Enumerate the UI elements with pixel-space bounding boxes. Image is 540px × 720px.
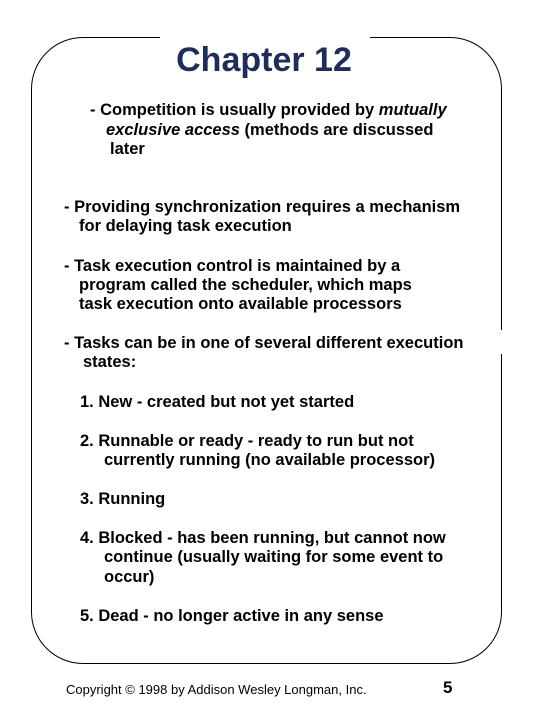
para3-line1: - Task execution control is maintained by a [64, 257, 401, 275]
para1-line3: later [110, 140, 145, 158]
para1-line1-text: - Competition is usually provided by [90, 101, 379, 119]
para2-line1: - Providing synchronization requires a mechanism [64, 198, 461, 216]
para1-line2 [106, 120, 433, 140]
para4-line2: states: [83, 353, 137, 371]
para1-line1 [90, 100, 447, 120]
slide-title: Chapter 12 [176, 41, 352, 79]
para1-line2-text: (methods are discussed [239, 121, 434, 139]
state-running: 3. Running [80, 490, 166, 508]
state-blocked-line1: 4. Blocked - has been running, but cannot now [80, 529, 446, 547]
copyright-notice: Copyright © 1998 by Addison Wesley Longman, Inc. [66, 682, 367, 697]
para4-line1: - Tasks can be in one of several different execution [64, 334, 464, 352]
page-number: 5 [443, 678, 453, 697]
para1-line2-emphasis: exclusive access [106, 121, 240, 139]
para1-line1-emphasis: mutually [378, 101, 447, 119]
frame-edge-mask [498, 330, 508, 354]
state-dead: 5. Dead - no longer active in any sense [80, 607, 384, 625]
state-runnable-line2: currently running (no available processor) [104, 451, 435, 469]
para3-line2: program called the scheduler, which maps [79, 276, 412, 294]
state-runnable-line1: 2. Runnable or ready - ready to run but not [80, 432, 414, 450]
para3-line3: task execution onto available processors [79, 295, 402, 313]
state-new: 1. New - created but not yet started [80, 393, 355, 411]
state-blocked-line2: continue (usually waiting for some event to [104, 548, 444, 566]
para2-line2: for delaying task execution [79, 217, 292, 235]
state-blocked-line3: occur) [104, 568, 155, 586]
